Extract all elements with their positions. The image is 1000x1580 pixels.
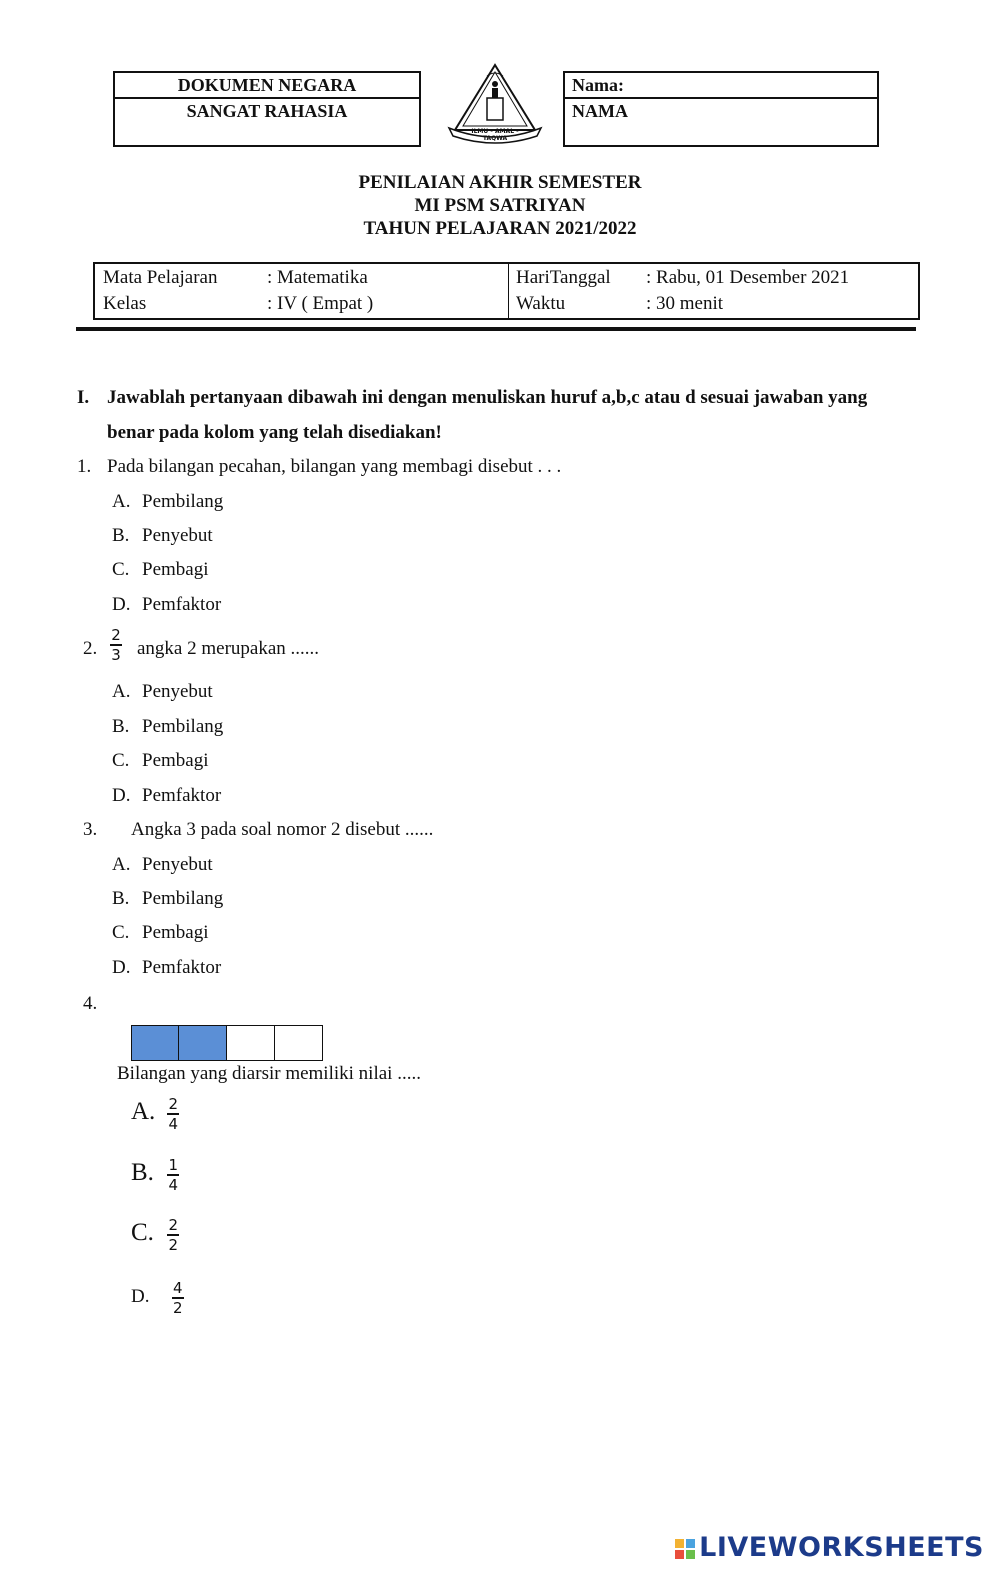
question-text: Bilangan yang diarsir memiliki nilai ..... — [117, 1063, 421, 1084]
unshaded-part — [274, 1025, 323, 1061]
question-number: 2. — [83, 638, 98, 659]
date-value: : Rabu, 01 Desember 2021 — [646, 267, 850, 288]
name-label: Nama: — [565, 73, 877, 99]
answer-option[interactable]: C. Pembagi — [112, 559, 209, 580]
answer-option[interactable]: A. Pembilang — [112, 491, 224, 512]
answer-option[interactable]: D. $\frac{4}{2}$ — [131, 1279, 183, 1317]
unshaded-part — [226, 1025, 275, 1061]
watermark-text: LIVEWORKSHEETS — [699, 1532, 984, 1563]
exam-title: PENILAIAN AKHIR SEMESTER — [358, 172, 642, 193]
answer-option[interactable]: B. Pembilang — [112, 888, 224, 909]
header-rule — [76, 327, 916, 331]
answer-option[interactable]: A. $\frac{2}{4}$ — [131, 1095, 179, 1133]
question-fraction: $\frac{2}{3}$ — [111, 626, 121, 664]
shaded-part — [131, 1025, 179, 1061]
answer-option[interactable]: B. $\frac{1}{4}$ — [131, 1156, 179, 1194]
subject-label: Mata Pelajaran — [103, 267, 218, 288]
school-logo — [447, 62, 543, 144]
class-label: Kelas — [103, 293, 147, 314]
name-field[interactable]: NAMA — [572, 101, 628, 121]
header-right-box — [563, 71, 879, 147]
answer-option[interactable]: B. Pembilang — [112, 716, 224, 737]
subject-value: : Matematika — [267, 267, 368, 288]
question-number: 3. — [83, 819, 98, 840]
doc-classification-line2: SANGAT RAHASIA — [186, 101, 348, 121]
question-text: Angka 3 pada soal nomor 2 disebut ...... — [131, 819, 434, 840]
answer-option[interactable]: A. Penyebut — [112, 854, 213, 875]
question-number: 4. — [83, 993, 98, 1014]
section-instruction-line1: Jawablah pertanyaan dibawah ini dengan menuliskan huruf a,b,c atau d sesuai jawaban yang — [107, 387, 868, 408]
time-label: Waktu — [516, 293, 566, 314]
answer-option[interactable]: C. Pembagi — [112, 922, 209, 943]
question-text: Pada bilangan pecahan, bilangan yang membagi disebut . . . — [107, 456, 562, 477]
doc-classification-line1: DOKUMEN NEGARA — [115, 73, 419, 99]
liveworksheets-watermark — [675, 1532, 984, 1563]
answer-option[interactable]: A. Penyebut — [112, 681, 213, 702]
shaded-part — [178, 1025, 227, 1061]
header-left-box — [113, 71, 421, 147]
section-number: I. — [77, 387, 90, 408]
liveworksheets-logo-icon — [675, 1539, 695, 1559]
answer-option[interactable]: C. $\frac{2}{2}$ — [131, 1216, 179, 1254]
answer-option[interactable]: B. Penyebut — [112, 525, 213, 546]
question-number: 1. — [77, 456, 92, 477]
class-value: : IV ( Empat ) — [267, 293, 374, 314]
academic-year: TAHUN PELAJARAN 2021/2022 — [363, 218, 637, 239]
date-label: HariTanggal — [516, 267, 611, 288]
school-name: MI PSM SATRIYAN — [414, 195, 586, 216]
section-instruction-line2: benar pada kolom yang telah disediakan! — [107, 422, 442, 443]
info-table-divider — [508, 264, 509, 318]
exam-info-table — [93, 262, 920, 320]
question-text: angka 2 merupakan ...... — [137, 638, 320, 659]
answer-option[interactable]: D. Pemfaktor — [112, 785, 222, 806]
time-value: : 30 menit — [646, 293, 724, 314]
answer-option[interactable]: C. Pembagi — [112, 750, 209, 771]
answer-option[interactable]: D. Pemfaktor — [112, 594, 222, 615]
logo-motto: ILMU - AMAL - TAQWA — [471, 128, 519, 142]
answer-option[interactable]: D. Pemfaktor — [112, 957, 222, 978]
